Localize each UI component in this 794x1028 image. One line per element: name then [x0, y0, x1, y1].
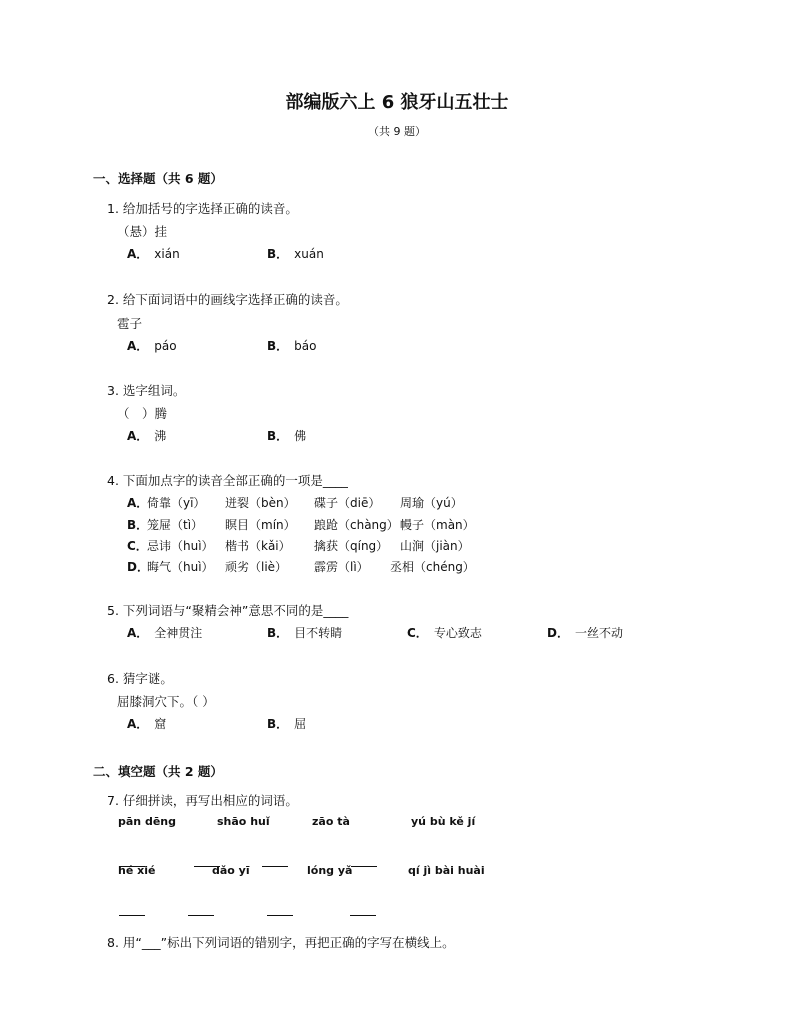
option-letter: A． — [127, 339, 149, 353]
option-text: 专心致志 — [433, 626, 482, 640]
question-5-option-d[interactable] — [547, 624, 623, 641]
option-letter: A． — [127, 626, 149, 640]
word-reading: 楷书（kǎi） — [225, 539, 291, 553]
pinyin-word: zāo tà — [312, 815, 350, 828]
question-6-option-a[interactable] — [127, 715, 166, 732]
word-reading: 笼屉（tì） — [147, 518, 204, 532]
word-reading: 顽劣（liè） — [225, 560, 288, 574]
pinyin-word: qí jì bài huài — [408, 864, 485, 877]
question-2-option-a[interactable] — [127, 337, 177, 354]
word-reading: 忌讳（huì） — [147, 539, 214, 553]
word-reading: 瞑目（mín） — [225, 518, 296, 532]
option-letter: B． — [127, 518, 149, 532]
question-8-stem: 8. 用“___”标出下列词语的错别字，再把正确的字写在横线上。 — [107, 935, 455, 950]
option-text: 沸 — [154, 429, 167, 443]
question-2-stem: 2. 给下面词语中的画线字选择正确的读音。 — [107, 292, 348, 307]
answer-blank[interactable] — [351, 852, 377, 871]
word-reading: 擒获（qíng） — [314, 539, 389, 553]
option-letter: B． — [267, 626, 289, 640]
option-text: 佛 — [294, 429, 307, 443]
option-letter: A． — [127, 717, 149, 731]
word-reading: 丞相（chéng） — [390, 560, 475, 574]
question-7-stem: 7. 仔细拼读，再写出相应的词语。 — [107, 793, 298, 808]
pinyin-word: dǎo yī — [212, 864, 250, 877]
question-2-option-b[interactable] — [267, 337, 316, 354]
question-4-option-c[interactable] — [127, 537, 470, 554]
question-5-stem: 5. 下列词语与“聚精会神”意思不同的是____ — [107, 603, 349, 618]
word-reading: 倚靠（yī） — [147, 496, 206, 510]
question-4-stem: 4. 下面加点字的读音全部正确的一项是____ — [107, 473, 348, 488]
section-heading-choice: 一、选择题（共 6 题） — [93, 171, 223, 186]
word-reading: 踉跄（chàng） — [314, 518, 399, 532]
option-letter: B． — [267, 339, 289, 353]
question-6-riddle: 屈膝洞穴下。（ ） — [117, 694, 215, 709]
question-5-option-c[interactable] — [407, 624, 482, 641]
word-reading: 周瑜（yú） — [400, 496, 463, 510]
word-reading: 晦气（huì） — [147, 560, 214, 574]
option-text: báo — [294, 339, 317, 353]
word-reading: 山涧（jiàn） — [400, 539, 470, 553]
section-heading-fill-in: 二、填空题（共 2 题） — [93, 764, 223, 779]
question-3-option-a[interactable] — [127, 427, 166, 444]
question-4-option-d[interactable] — [127, 558, 475, 575]
option-text: páo — [154, 339, 177, 353]
option-letter: C． — [127, 539, 148, 553]
answer-blank[interactable] — [262, 852, 288, 871]
page-title: 部编版六上 6 狼牙山五壮士 — [285, 92, 509, 113]
word-reading: 幔子（màn） — [400, 518, 475, 532]
option-letter: A． — [127, 247, 149, 261]
question-4-option-a[interactable] — [127, 494, 463, 511]
option-text: 屈 — [294, 717, 307, 731]
question-4-option-b[interactable] — [127, 516, 475, 533]
question-1-option-b[interactable] — [267, 245, 324, 262]
option-text: 全神贯注 — [154, 626, 203, 640]
word-reading: 迸裂（bèn） — [225, 496, 296, 510]
answer-blank[interactable] — [188, 901, 214, 920]
option-letter: A． — [127, 429, 149, 443]
question-1-word: （悬）挂 — [117, 224, 168, 239]
question-3-option-b[interactable] — [267, 427, 306, 444]
option-letter: B． — [267, 429, 289, 443]
pinyin-word: pān dēng — [118, 815, 176, 828]
question-3-word: （ ）腾 — [117, 406, 168, 421]
answer-blank[interactable] — [119, 901, 145, 920]
pinyin-word: shāo huǐ — [217, 815, 270, 828]
question-2-word: 雹子 — [117, 316, 143, 331]
answer-blank[interactable] — [350, 901, 376, 920]
option-letter: D． — [547, 626, 569, 640]
pinyin-word: lóng yǎ — [307, 864, 353, 877]
page-subtitle: （共 9 题） — [368, 125, 426, 138]
option-text: xuán — [294, 247, 324, 261]
option-letter: D． — [127, 560, 149, 574]
option-text: 目不转睛 — [294, 626, 343, 640]
option-letter: B． — [267, 247, 289, 261]
option-letter: A． — [127, 496, 149, 510]
option-letter: B． — [267, 717, 289, 731]
question-1-stem: 1. 给加括号的字选择正确的读音。 — [107, 201, 298, 216]
question-6-stem: 6. 猜字谜。 — [107, 671, 173, 686]
question-5-option-b[interactable] — [267, 624, 342, 641]
word-reading: 霹雳（lì） — [314, 560, 369, 574]
option-letter: C． — [407, 626, 428, 640]
pinyin-word: hé xié — [118, 864, 156, 877]
option-text: xián — [154, 247, 180, 261]
question-5-option-a[interactable] — [127, 624, 202, 641]
question-1-option-a[interactable] — [127, 245, 180, 262]
option-text: 一丝不动 — [574, 626, 623, 640]
question-6-option-b[interactable] — [267, 715, 306, 732]
option-text: 窟 — [154, 717, 167, 731]
pinyin-word: yú bù kě jí — [411, 815, 476, 828]
answer-blank[interactable] — [267, 901, 293, 920]
word-reading: 碟子（diē） — [314, 496, 381, 510]
question-3-stem: 3. 选字组词。 — [107, 383, 186, 398]
